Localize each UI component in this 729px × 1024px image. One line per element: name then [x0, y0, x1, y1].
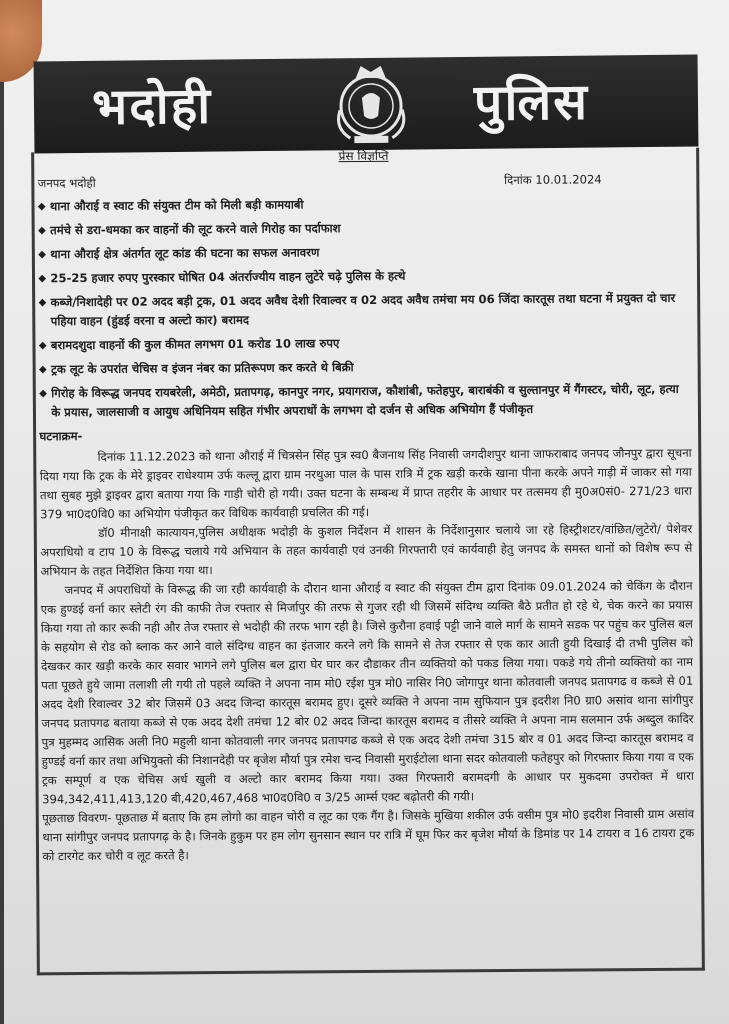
press-release-title: प्रेस विज्ञप्ति [338, 148, 389, 164]
incident-paragraph: दिनांक 11.12.2023 को थाना औराई में चित्रसेन सिंह पुत्र स्व0 बैजनाथ सिंह निवासी जगदीशपुर थाना जाफराबाद जनपद जौनपुर द्वारा सूचना दिया गया कि ट्रक के मेरे ड्राइवर राधेश्याम उर्फ कल्लू द्वारा ग्राम नरथुआ पाल के पास रात्रि में ट्रक खड़ी करके खाना पीना करके अपने गाड़ी में जाकर सो गया तथा सुबह मुझे ड्राइवर द्वारा बताया गया कि गाड़ी चोरी हो गयी। उक्त घटना के सम्बन्ध में प्राप्त तहरीर के आधार पर तत्समय ही मु0अ0सं0- 271/23 धारा 379 भा0द0वि0 का अभियोग पंजीकृत कर विधिक कार्यवाही प्रचलित की गई। [39, 445, 692, 522]
police-emblem-icon [320, 57, 423, 150]
diamond-bullet-icon: ◆ [39, 388, 47, 400]
interrogation-paragraph: पूछताछ विवरण- पूछताछ में बताए कि हम लोगो का वाहन चोरी व लूट का एक गैंग है। जिसके मुखिया शकील उर्फ वसीम पुत्र मो0 इदरीश निवासी ग्राम असांव थाना सांगीपुर जनपद प्रतापगढ़ के है। जिनके हुकुम पर हम लोग सुनसान स्थान पर रात्रि में घूम फिर कर बृजेश मौर्या के डिमांड पर 14 टायरा व 16 टायरा ट्रक को टारगेट कर चोरी व लूट करते है। [42, 806, 695, 864]
press-release-body [38, 145, 695, 867]
header-row [38, 170, 690, 194]
arrest-paragraph: जनपद में अपराधियों के विरूद्ध की जा रही कार्यवाही के दौरान थाना औराई व स्वाट की संयुक्त टीम द्वारा दिनांक 09.01.2024 को चेकिंग के दौरान एक हुण्डई वर्ना कार स्लेटी रंग की काफी तेज रफ्तार से मिर्जापुर की तरफ से गुजर रही थी जिसमें संदिग्ध व्यक्ति बैठे प्रतीत हो रहे थे, चेक करने का प्रयास किया गया तो कार रूकी नही और तेज रफ्तार से भदोही की तरफ भाग रही है। जिसे कुरौना हवाई पट्टी जाने वाले मार्ग के सामने सडक पर पहुंच कर पुलिस बल के सहयोग से रोड को ब्लाक कर आने वाले संदिग्ध वाहन का इंतजार करने लगे कि सामने से तेज रफ्तार से एक कार आती हुयी दिखाई दी तभी पुलिस को देखकर कार खड़ी करके कार सवार भागने लगे पुलिस बल द्वारा घेर घार कर दौडाकर तीन व्यक्तियो को पकड लिया गया। पकडे गये तीनो व्यक्तियो का नाम पता पूछते हुये जामा तलाशी ली गयी तो पहले व्यक्ति ने अपना नाम मो0 रईश पुत्र मो0 नासिर नि0 जोगापुर थाना कोतवाली जनपद प्रतापगढ व कब्जे से 01 अदद देशी रिवाल्वर 32 बोर जिसमें 03 अदद जिन्दा कारतूस बरामद हुए। दूसरे व्यक्ति ने अपना नाम सुफियान पुत्र इदरीश नि0 ग्रा0 असांव थाना सांगीपुर जनपद प्रतापगढ बताया कब्जे से एक अदद देशी तमंचा 12 बोर 02 अदद जिन्दा कारतूस बरामद व तीसरे व्यक्ति ने अपना नाम सलमान उर्फ अब्दुल कादिर पुत्र मुहम्मद आसिक अली नि0 महुली थाना कोतवाली नगर जनपद प्रतापगढ कब्जे से एक अदद देशी तमंचा 315 बोर व 01 अदद जिन्दा कारतूस बरामद व हुण्डई वर्ना कार तथा अभियुक्तो की निशानदेही पर बृजेश मौर्या पुत्र रमेश चन्द निवासी मुराईटोला थाना सदर कोतवाली फतेहपुर को गिरफ्तार किया गया व एक ट्रक सम्पूर्ण व एक चेचिस अर्ध खुली व अल्टो कार बरामद किया गया। उक्त गिरफ्तारी बरामदगी के आधार पर मुकदमा उपरोक्त में धारा 394,342,411,413,120 बी,420,467,468 भा0द0वि0 व 3/25 आर्म्स एक्ट बढ़ोतरी की गयी। [40, 578, 694, 807]
district-label: जनपद भदोही [37, 175, 96, 191]
bullet-item: ◆ ट्रक लूट के उपरांत चेचिस व इंजन नंबर का प्रतिरूपण कर करते थे बिक्री [39, 356, 691, 380]
bullet-item: ◆ बरामदशुदा वाहनों की कुल कीमत लगभग 01 करोड 10 लाख रुपए [39, 332, 691, 356]
section-heading: घटनाक्रम- [39, 428, 83, 444]
banner-left-word: भदोही [91, 76, 213, 136]
diamond-bullet-icon: ◆ [38, 225, 46, 237]
diamond-bullet-icon: ◆ [37, 201, 46, 213]
bullet-item: ◆ थाना औराई क्षेत्र अंतर्गत लूट कांड की घटना का सफल अनावरण [38, 241, 690, 265]
bullet-item: ◆ तमंचे से डरा-धमका कर वाहनों की लूट करने वाले गिरोह का पर्दाफाश [38, 217, 690, 241]
diamond-bullet-icon: ◆ [38, 273, 47, 285]
release-date: दिनांक 10.01.2024 [504, 172, 602, 188]
diamond-bullet-icon: ◆ [38, 297, 47, 309]
bullet-item: ◆ 25-25 हजार रुपए पुरस्कार घोषित 04 अंतर्राज्यीय वाहन लुटेरे चढ़े पुलिस के हत्थे [38, 265, 690, 289]
banner-right-word: पुलिस [473, 72, 590, 132]
directive-paragraph: डॉ0 मीनाक्षी कात्यायन,पुलिस अधीक्षक भदोही के कुशल निर्देशन में शासन के निर्देशानुसार चलाये जा रहे हिस्ट्रीशटर/वांछित/लुटेरो/ पेशेवर अपराधियो व टाप 10 के विरूद्ध चलाये गये अभियान के तहत कार्यवाही एवं उनकी गिरफ्तारी एवं कार्यवाही हेतु जनपद के समस्त थानों को विशेष रूप से अभियान के तहत निर्देशित किया गया था। [40, 521, 693, 579]
diamond-bullet-icon: ◆ [38, 249, 46, 261]
bullet-item: ◆ गिरोह के विरूद्ध जनपद रायबरेली, अमेठी, प्रतापगढ़, कानपुर नगर, प्रयागराज, कौशांबी, फतेहपुर, बाराबंकी व सुल्तानपुर में गैंगस्टर, चोरी, लूट, हत्या के प्रयास, जालसाजी व आयुध अधिनियम सहित गंभीर अपराधों के लगभग दो दर्जन से अधिक अभियोग हैं पंजीकृत [39, 380, 691, 423]
letterhead-banner [34, 55, 699, 154]
bullet-item: ◆ थाना औराई व स्वाट की संयुक्त टीम को मिली बड़ी कामयाबी [38, 193, 690, 217]
diamond-bullet-icon: ◆ [38, 340, 47, 352]
diamond-bullet-icon: ◆ [39, 364, 47, 376]
bullet-item: ◆ कब्जे/निशादेही पर 02 अदद बड़ी ट्रक, 01 अदद अवैध देशी रिवाल्वर व 02 अदद अवैध तमंचा मय 06 जिंदा कारतूस तथा घटना में प्रयुक्त दो चार पहिया वाहन (हुंडई वरना व अल्टो कार) बरामद [39, 289, 691, 332]
